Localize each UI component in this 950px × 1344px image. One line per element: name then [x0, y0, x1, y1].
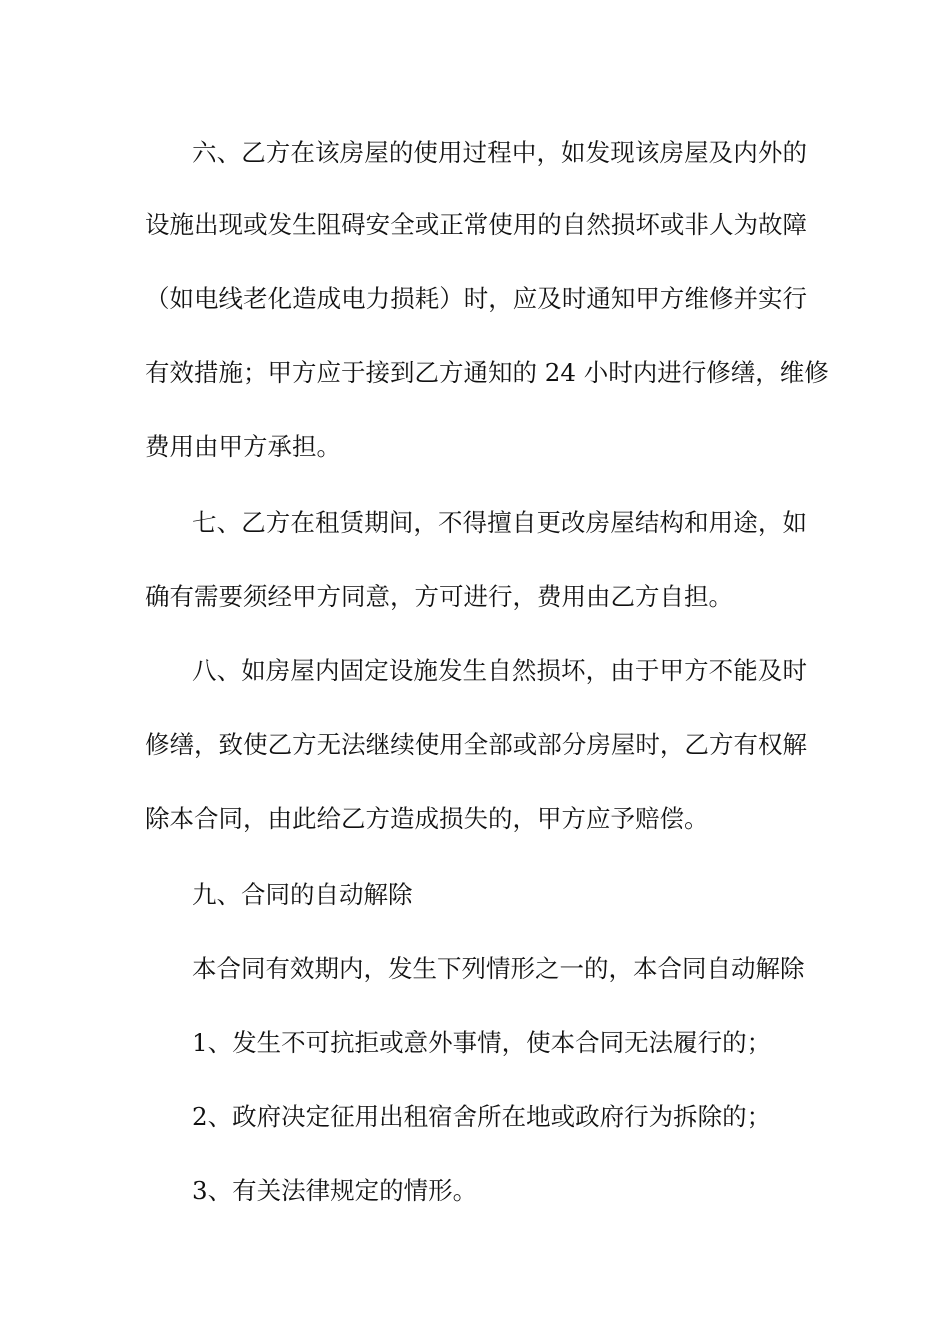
clause-8-line-1: 八、如房屋内固定设施发生自然损坏，由于甲方不能及时	[192, 656, 807, 685]
clause-8-line-2: 修缮，致使乙方无法继续使用全部或部分房屋时，乙方有权解	[145, 730, 807, 759]
clause-6-line-4: 有效措施；甲方应于接到乙方通知的 24 小时内进行修缮，维修	[145, 358, 829, 387]
clause-9-item-1: 1、发生不可抗拒或意外事情，使本合同无法履行的；	[192, 1028, 772, 1057]
clause-6-line-1: 六、乙方在该房屋的使用过程中，如发现该房屋及内外的	[192, 138, 807, 167]
clause-9-item-3: 3、有关法律规定的情形。	[192, 1176, 478, 1205]
clause-8-line-3: 除本合同，由此给乙方造成损失的，甲方应予赔偿。	[145, 804, 709, 833]
clause-6-line-3: （如电线老化造成电力损耗）时，应及时通知甲方维修并实行	[145, 284, 807, 313]
clause-9-item-2: 2、政府决定征用出租宿舍所在地或政府行为拆除的；	[192, 1102, 772, 1131]
clause-6-line-5: 费用由甲方承担。	[145, 432, 341, 461]
clause-9-intro: 本合同有效期内，发生下列情形之一的，本合同自动解除	[192, 954, 805, 983]
clause-7-line-2: 确有需要须经甲方同意，方可进行，费用由乙方自担。	[145, 582, 733, 611]
clause-7-line-1: 七、乙方在租赁期间，不得擅自更改房屋结构和用途，如	[192, 508, 807, 537]
clause-6-line-2: 设施出现或发生阻碍安全或正常使用的自然损坏或非人为故障	[145, 210, 807, 239]
clause-9-heading: 九、合同的自动解除	[192, 880, 413, 909]
